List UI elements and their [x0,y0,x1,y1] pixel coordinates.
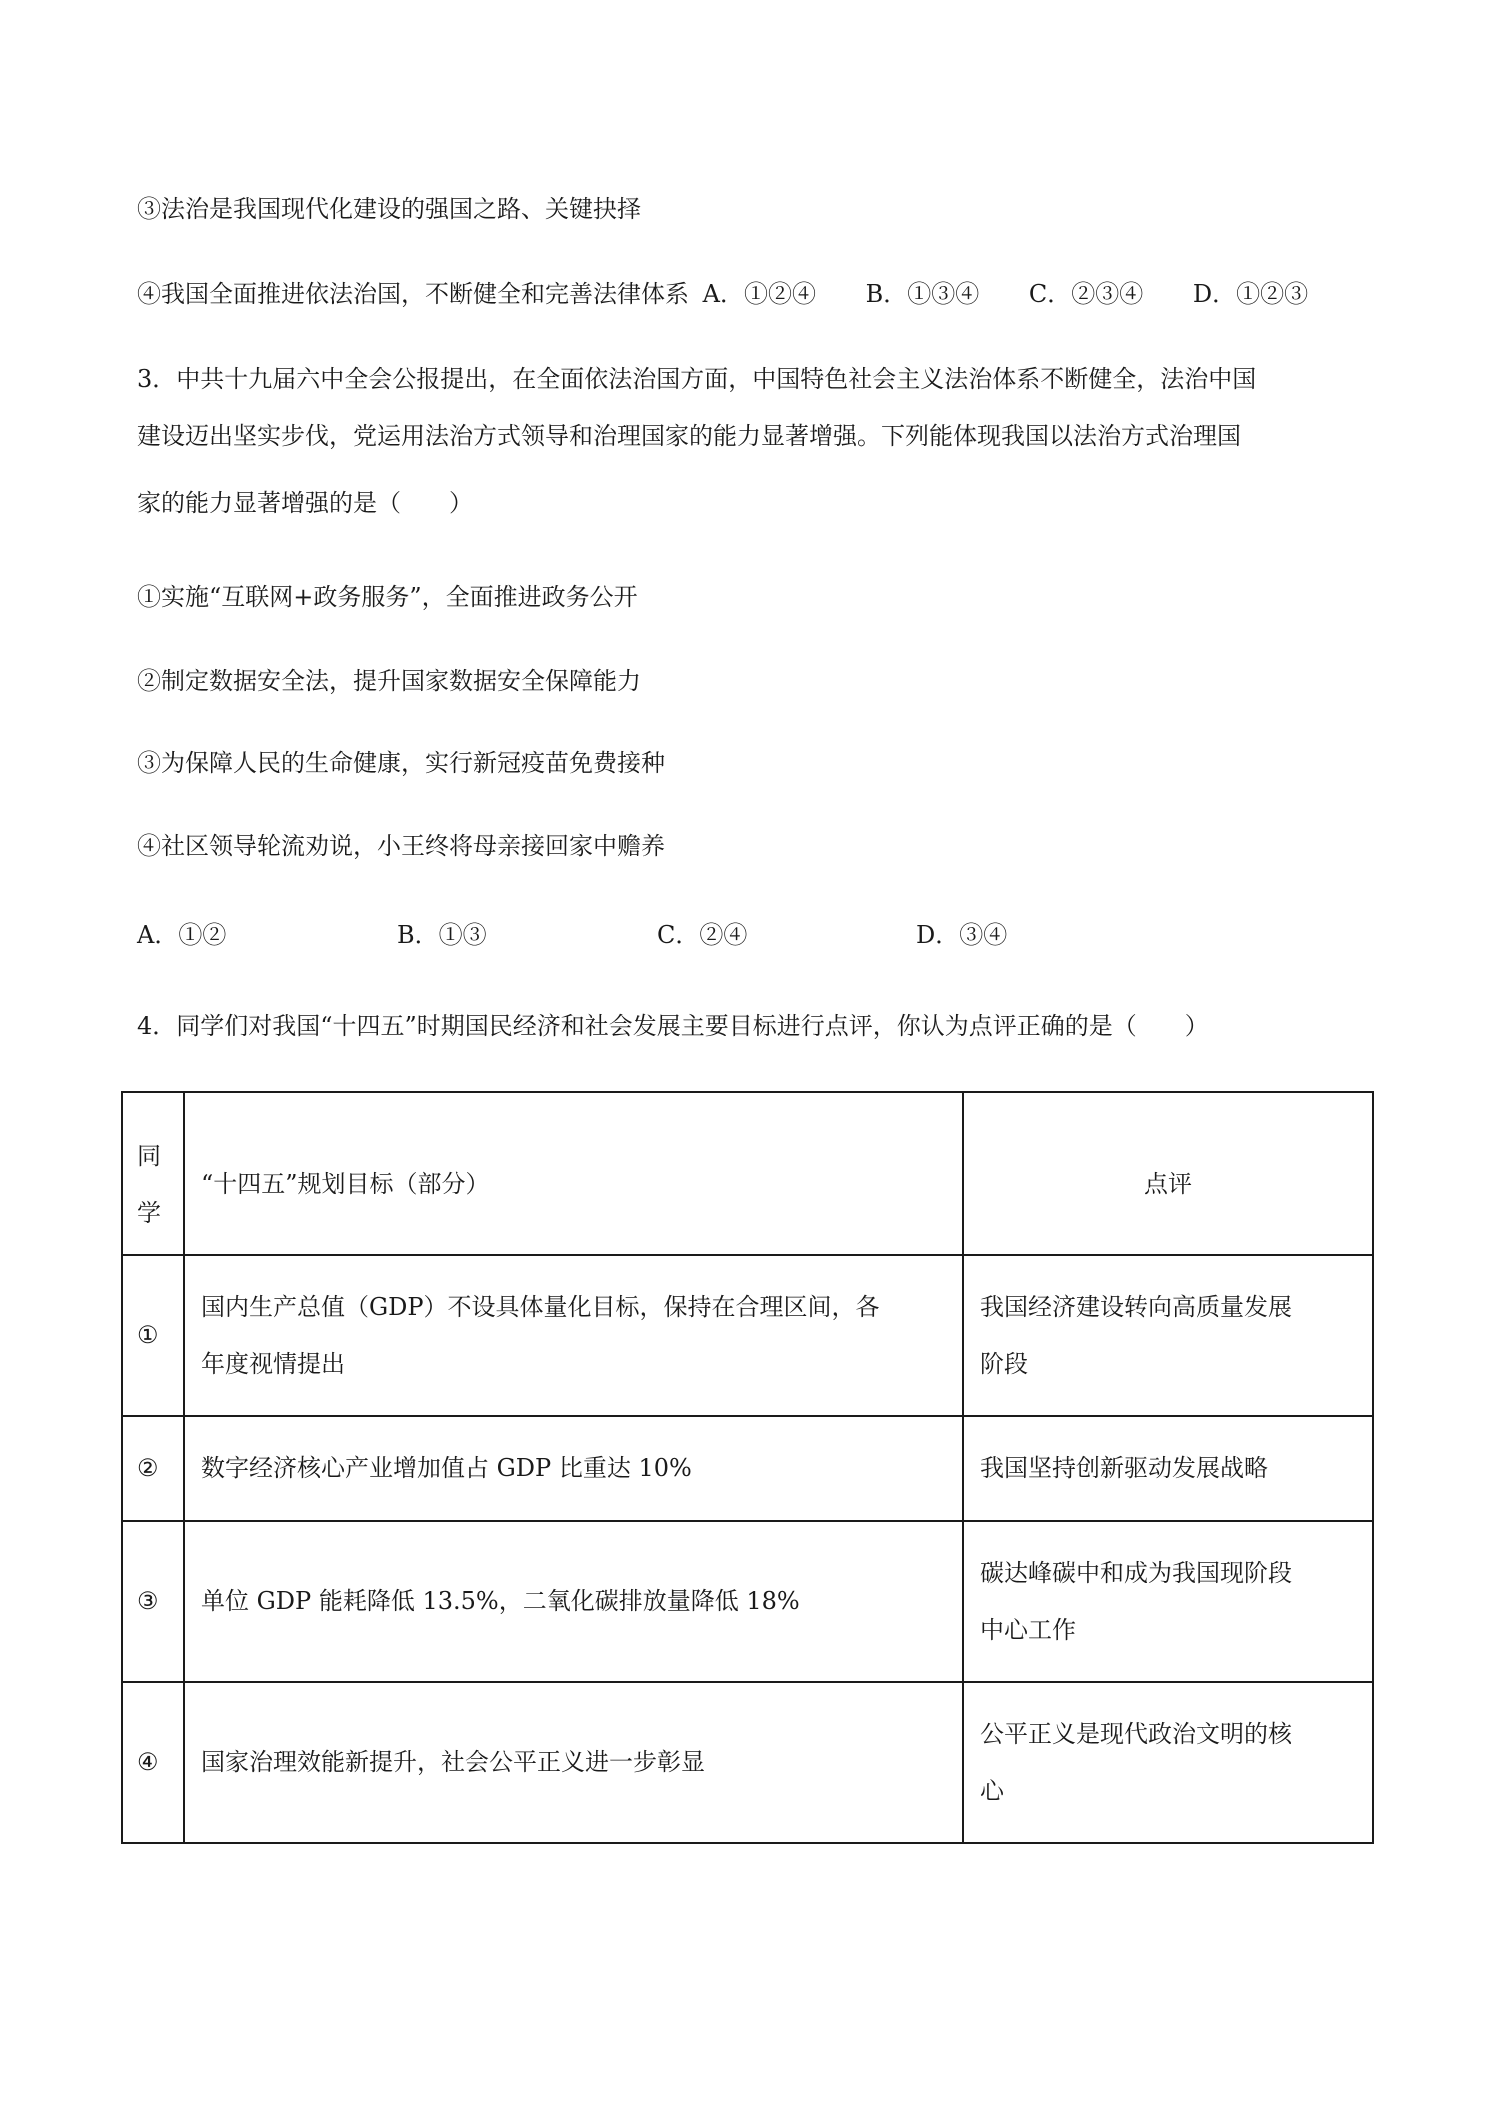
row-id-cell: ② [122,1416,184,1521]
q3-stem-line-1: 3．中共十九届六中全会公报提出，在全面依法治国方面，中国特色社会主义法治体系不断健全，法治中国 [137,365,1257,393]
q2-statement-3: ③法治是我国现代化建设的强国之路、关键抉择 [137,195,641,223]
header-student-line-2: 学 [137,1198,161,1227]
header-student-cell [122,1092,184,1255]
table-row [122,1416,1373,1521]
row-target-cell [184,1682,963,1843]
row-comment-line-1: 我国坚持创新驱动发展战略 [980,1454,1268,1482]
q3-statement-3: ③为保障人民的生命健康，实行新冠疫苗免费接种 [137,749,665,777]
row-target-line-1: 国内生产总值（GDP）不设具体量化目标，保持在合理区间，各 [201,1292,880,1321]
q2-statement-4-with-options [137,278,1308,310]
header-student-line-1: 同 [137,1141,161,1170]
header-comment-cell [963,1092,1373,1255]
row-id-cell: ③ [122,1521,184,1682]
row-id-cell: ④ [122,1682,184,1843]
row-target-cell [184,1521,963,1682]
q2-statement-4: ④我国全面推进依法治国，不断健全和完善法律体系 [137,280,689,308]
row-comment-line-2: 阶段 [980,1349,1028,1378]
q3-option-c: C．②④ [657,921,748,949]
row-target-line-2: 年度视情提出 [201,1349,345,1378]
header-target-cell [184,1092,963,1255]
q2-option-c: C．②③④ [1028,280,1144,308]
q3-stem-line-3: 家的能力显著增强的是（ ） [137,489,473,517]
header-target-label: “十四五”规划目标（部分） [201,1170,490,1198]
q3-option-b: B．①③ [397,921,487,949]
q4-table [121,1091,1374,1844]
table-row [122,1521,1373,1682]
row-comment-cell [963,1416,1373,1521]
row-comment-line-1: 碳达峰碳中和成为我国现阶段 [980,1558,1292,1587]
table-row [122,1682,1373,1843]
row-comment-line-2: 心 [980,1776,1004,1805]
row-comment-cell [963,1682,1373,1843]
q2-option-a: A．①②④ [702,280,816,308]
q3-statement-2: ②制定数据安全法，提升国家数据安全保障能力 [137,667,641,695]
row-comment-cell [963,1521,1373,1682]
row-target-line-1: 数字经济核心产业增加值占 GDP 比重达 10% [201,1454,692,1482]
row-comment-line-1: 公平正义是现代政治文明的核 [980,1719,1292,1748]
table-row [122,1255,1373,1416]
q3-option-d: D．③④ [916,921,1008,949]
header-comment-label: 点评 [1144,1170,1192,1198]
row-id-cell: ① [122,1255,184,1416]
row-comment-cell [963,1255,1373,1416]
row-target-cell [184,1416,963,1521]
row-target-line-1: 单位 GDP 能耗降低 13.5%，二氧化碳排放量降低 18% [201,1587,800,1615]
row-target-cell [184,1255,963,1416]
table-header-row [122,1092,1373,1255]
q2-option-d: D．①②③ [1192,280,1309,308]
row-comment-line-2: 中心工作 [980,1615,1076,1644]
q2-option-b: B．①③④ [865,280,980,308]
row-target-line-1: 国家治理效能新提升，社会公平正义进一步彰显 [201,1748,705,1776]
q3-stem-line-2: 建设迈出坚实步伐，党运用法治方式领导和治理国家的能力显著增强。下列能体现我国以法治方式治理国 [137,422,1241,450]
row-comment-line-1: 我国经济建设转向高质量发展 [980,1292,1292,1321]
q4-stem: 4．同学们对我国“十四五”时期国民经济和社会发展主要目标进行点评，你认为点评正确的是（ ） [137,1012,1209,1040]
q3-statement-1: ①实施“互联网+政务服务”，全面推进政务公开 [137,583,638,611]
q3-statement-4: ④社区领导轮流劝说，小王终将母亲接回家中赡养 [137,832,665,860]
q3-option-a: A．①② [137,921,227,949]
